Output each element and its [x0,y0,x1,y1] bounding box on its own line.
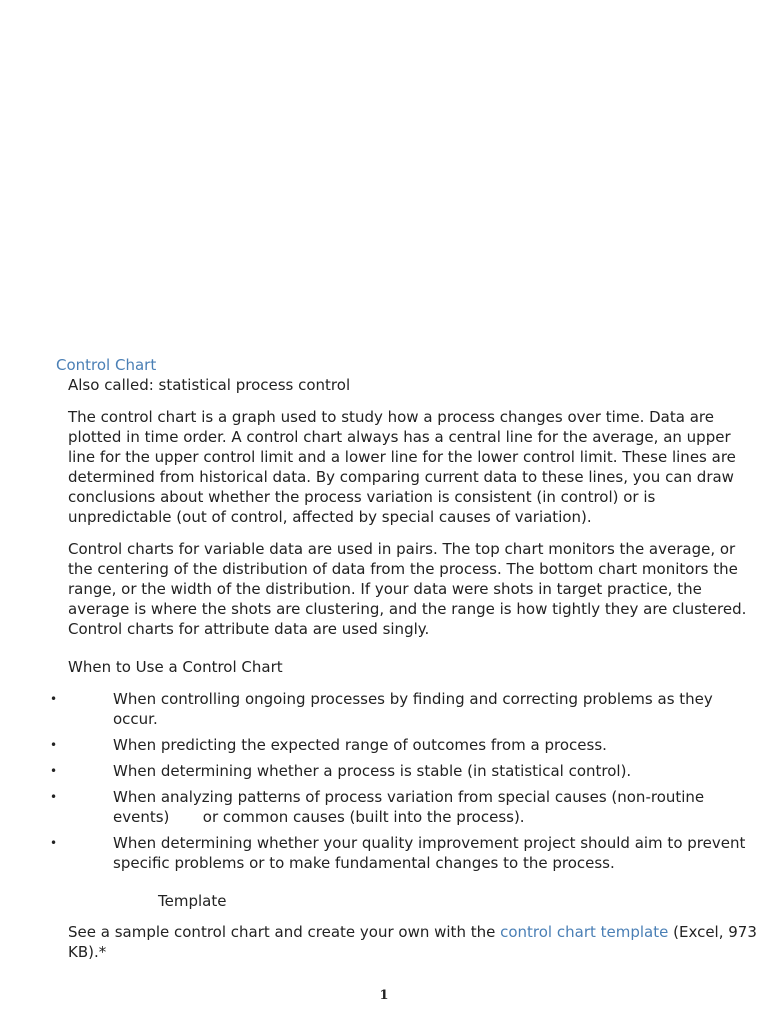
section-heading[interactable]: Control Chart [56,356,157,374]
bullet-item: When controlling ongoing processes by finding and correcting problems as they occur. [113,690,713,728]
bullet-item: When determining whether your quality improvement project should aim to prevent specific problems or to make fundamental changes to the process. [113,834,746,872]
also-called: Also called: statistical process control [68,376,351,394]
bullet-item: When predicting the expected range of outcomes from a process. [113,736,607,754]
template-text-before: See a sample control chart and create your own with the [68,923,501,941]
when-heading: When to Use a Control Chart [68,658,283,676]
template-text-after: (Excel, 973 KB).* [68,923,757,961]
bullet-icon: • [50,692,58,706]
template-paragraph [68,922,758,962]
paragraph-pairs: Control charts for variable data are used in pairs. The top chart monitors the average, or the centering of the distribution of data from the process. The bottom chart monitors the range, or the width of the distribution. If your data were shots in target practice, the average is where the shots are clustering, and the range is how tightly they are clustered. Control charts for attribute data are used singly. [68,540,747,638]
paragraph-intro: The control chart is a graph used to study how a process changes over time. Data are plotted in time order. A control chart always has a central line for the average, an upper line for the upper control limit and a lower line for the lower control limit. These lines are determined from historical data. By comparing current data to these lines, you can draw conclusions about whether the process variation is consistent (in control) or is unpredictable (out of control, affected by special causes of variation). [68,408,736,526]
bullet-icon: • [50,738,58,752]
template-heading: Template [158,892,227,910]
bullet-item: When determining whether a process is stable (in statistical control). [113,762,632,780]
page-number: 1 [379,988,389,1003]
bullet-item: When analyzing patterns of process variation from special causes (non-routine events) or common causes (built into the process). [113,788,709,826]
template-link[interactable]: control chart template [500,923,669,941]
bullet-icon: • [50,790,58,804]
bullet-icon: • [50,836,58,850]
bullet-icon: • [50,764,58,778]
